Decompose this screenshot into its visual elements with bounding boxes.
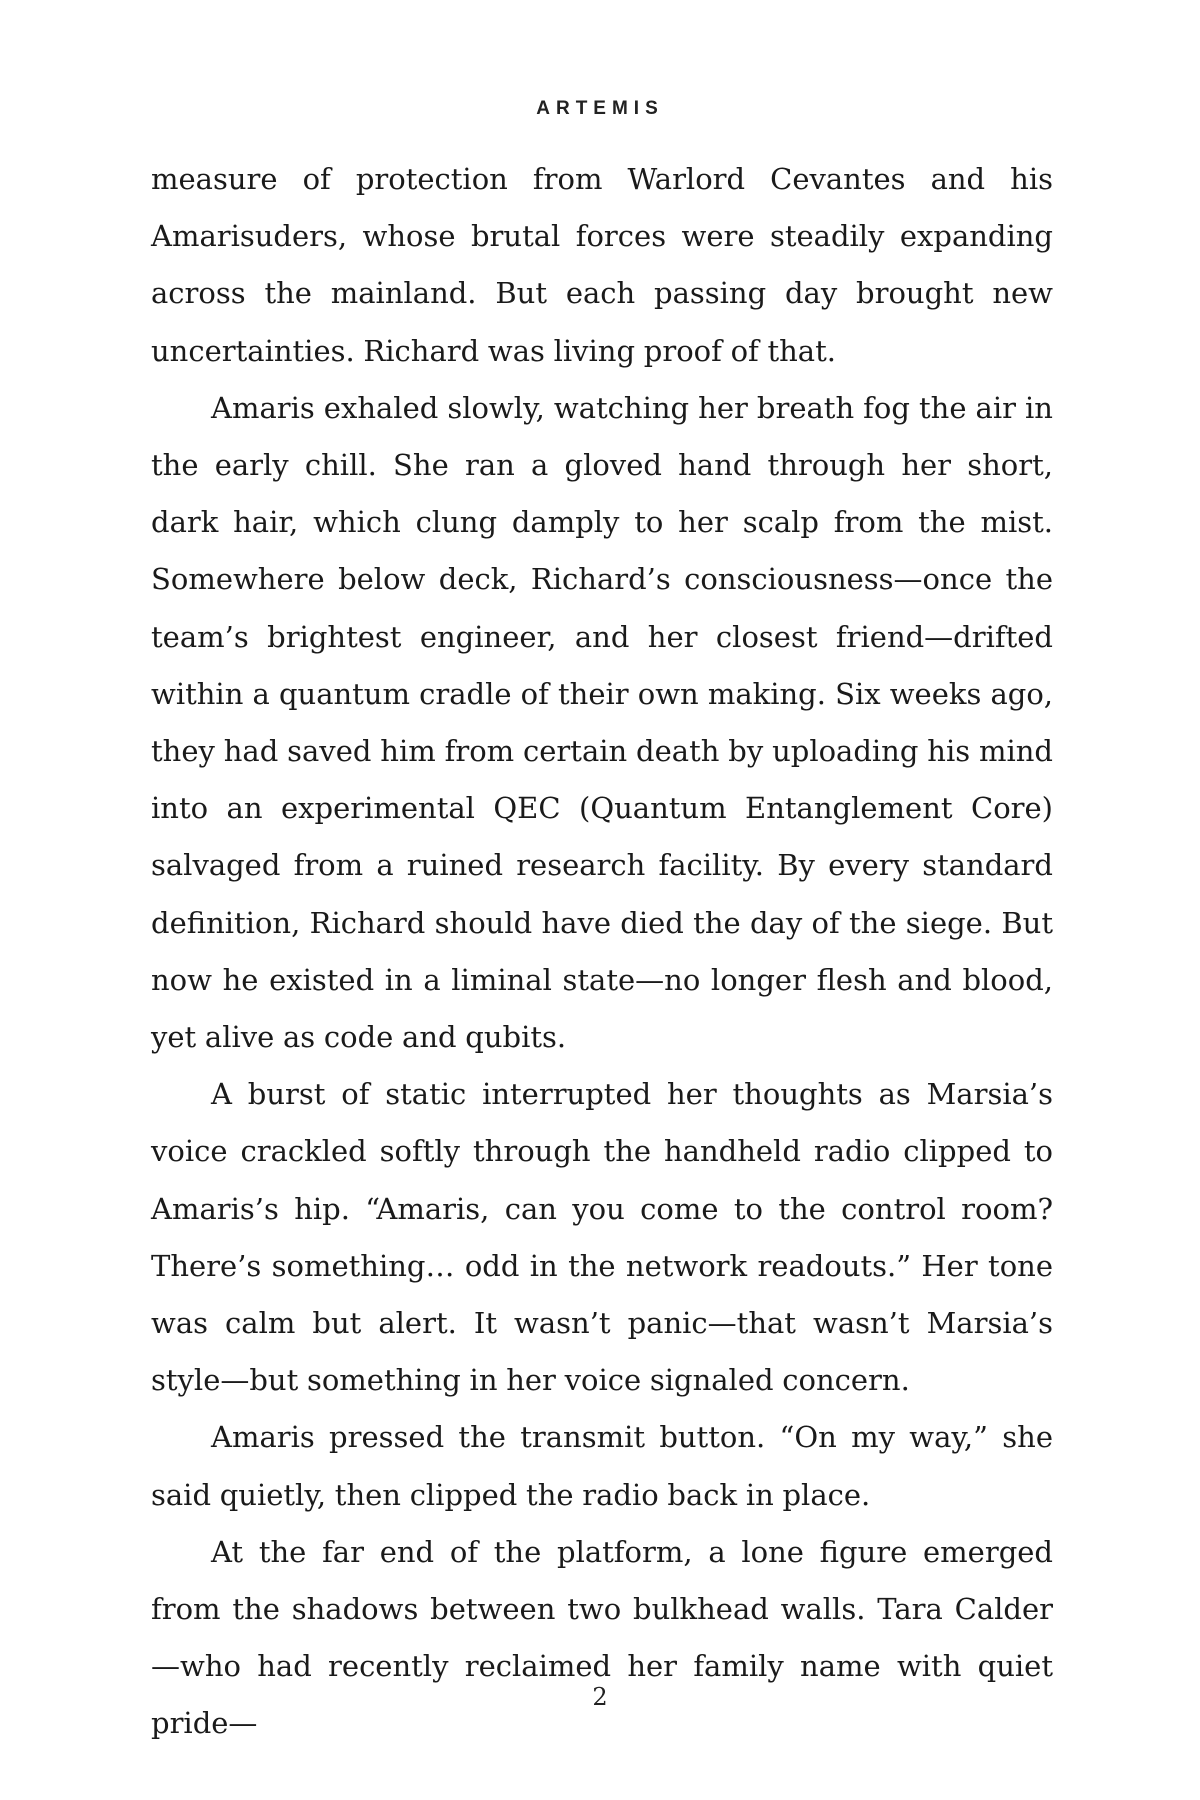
paragraph: Amaris pressed the transmit button. “On my way,” she said quietly, then clipped the radio back in place. (151, 1420, 1053, 1512)
body-text (151, 151, 1053, 1753)
paragraph: A burst of static interrupted her thoughts as Marsia’s voice crackled softly through the handheld radio clipped to Amaris’s hip. “Amaris, can you come to the control room? There’s something… odd in the network readouts.” Her tone was calm but alert. It wasn’t panic—that wasn’t Marsia’s style—but something in her voice signaled concern. (151, 1077, 1053, 1398)
paragraph-continues: At the far end of the platform, a lone figure emerged from the shadows between two bulkhead walls. Tara Calder—who had recently reclaimed her family name with quiet pride— (151, 1534, 1053, 1741)
running-head-title: ARTEMIS (536, 98, 664, 119)
paragraph: Amaris exhaled slowly, watching her breath fog the air in the early chill. She ran a gloved hand through her short, dark hair, which clung damply to her scalp from the mist. Somewhere below deck, Richard’s consciousness—once the team’s brightest engineer, and her closest friend—drifted within a quantum cradle of their own making. Six weeks ago, they had saved him from certain death by uploading his mind into an experimental QEC (Quantum Entanglement Core) salvaged from a ruined research facility. By every standard definition, Richard should have died the day of the siege. But now he existed in a liminal state—no longer flesh and blood, yet alive as code and qubits. (151, 390, 1053, 1055)
page-number: 2 (592, 1683, 608, 1711)
paragraph-continued: measure of protection from Warlord Cevantes and his Amarisuders, whose brutal forces were steadily expanding across the mainland. But each passing day brought new uncertainties. Richard was living proof of that. (151, 162, 1053, 368)
